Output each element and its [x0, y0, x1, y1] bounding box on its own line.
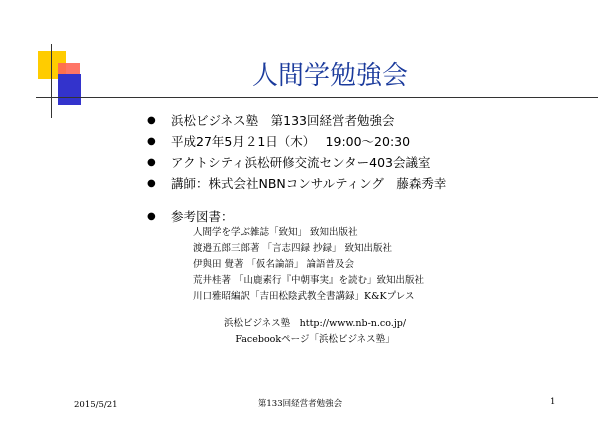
bullet-item: ● アクトシティ浜松研修交流センター403会議室 — [143, 152, 446, 173]
decorative-blue-square — [58, 74, 81, 105]
slide-title: 人間学勉強会 — [251, 61, 408, 91]
bullet-list — [143, 110, 446, 194]
bullet-item: ● 浜松ビジネス塾 第133回経営者勉強会 — [143, 110, 446, 131]
reference-item: 伊與田 覺著 「仮名論語」 論語普及会 — [193, 259, 355, 270]
bullet-icon: ● — [147, 157, 156, 168]
decorative-vertical-line — [51, 44, 52, 118]
contact-info — [150, 316, 480, 348]
references-list — [193, 225, 424, 305]
bullet-icon: ● — [147, 178, 156, 189]
title-divider-line — [36, 97, 598, 98]
contact-facebook: Facebookページ「浜松ビジネス塾」 — [235, 334, 395, 345]
reference-item: 渡邉五郎三郎著 「言志四録 抄録」 致知出版社 — [193, 243, 393, 254]
bullet-icon: ● — [147, 211, 156, 222]
footer-title: 第133回経営者勉強会 — [257, 399, 343, 409]
reference-item: 荒井桂著 「山鹿素行『中朝事実』を読む」致知出版社 — [193, 275, 425, 286]
references-heading: ● 参考図書： — [147, 209, 234, 224]
footer-date: 2015/5/21 — [74, 400, 118, 410]
bullet-item: ● 平成27年5月２1日（木） 19:00～20:30 — [143, 131, 446, 152]
page-number: 1 — [550, 397, 556, 407]
reference-item: 人間学を学ぶ雑誌「致知」 致知出版社 — [193, 227, 358, 238]
bullet-icon: ● — [147, 115, 156, 126]
bullet-icon: ● — [147, 136, 156, 147]
contact-website: 浜松ビジネス塾 http://www.nb-n.co.jp/ — [223, 318, 407, 329]
bullet-item: ● 講師：株式会社NBNコンサルティング 藤森秀幸 — [143, 173, 446, 194]
reference-item: 川口雅昭編訳「吉田松陰武教全書講録」K&Kプレス — [193, 291, 415, 302]
